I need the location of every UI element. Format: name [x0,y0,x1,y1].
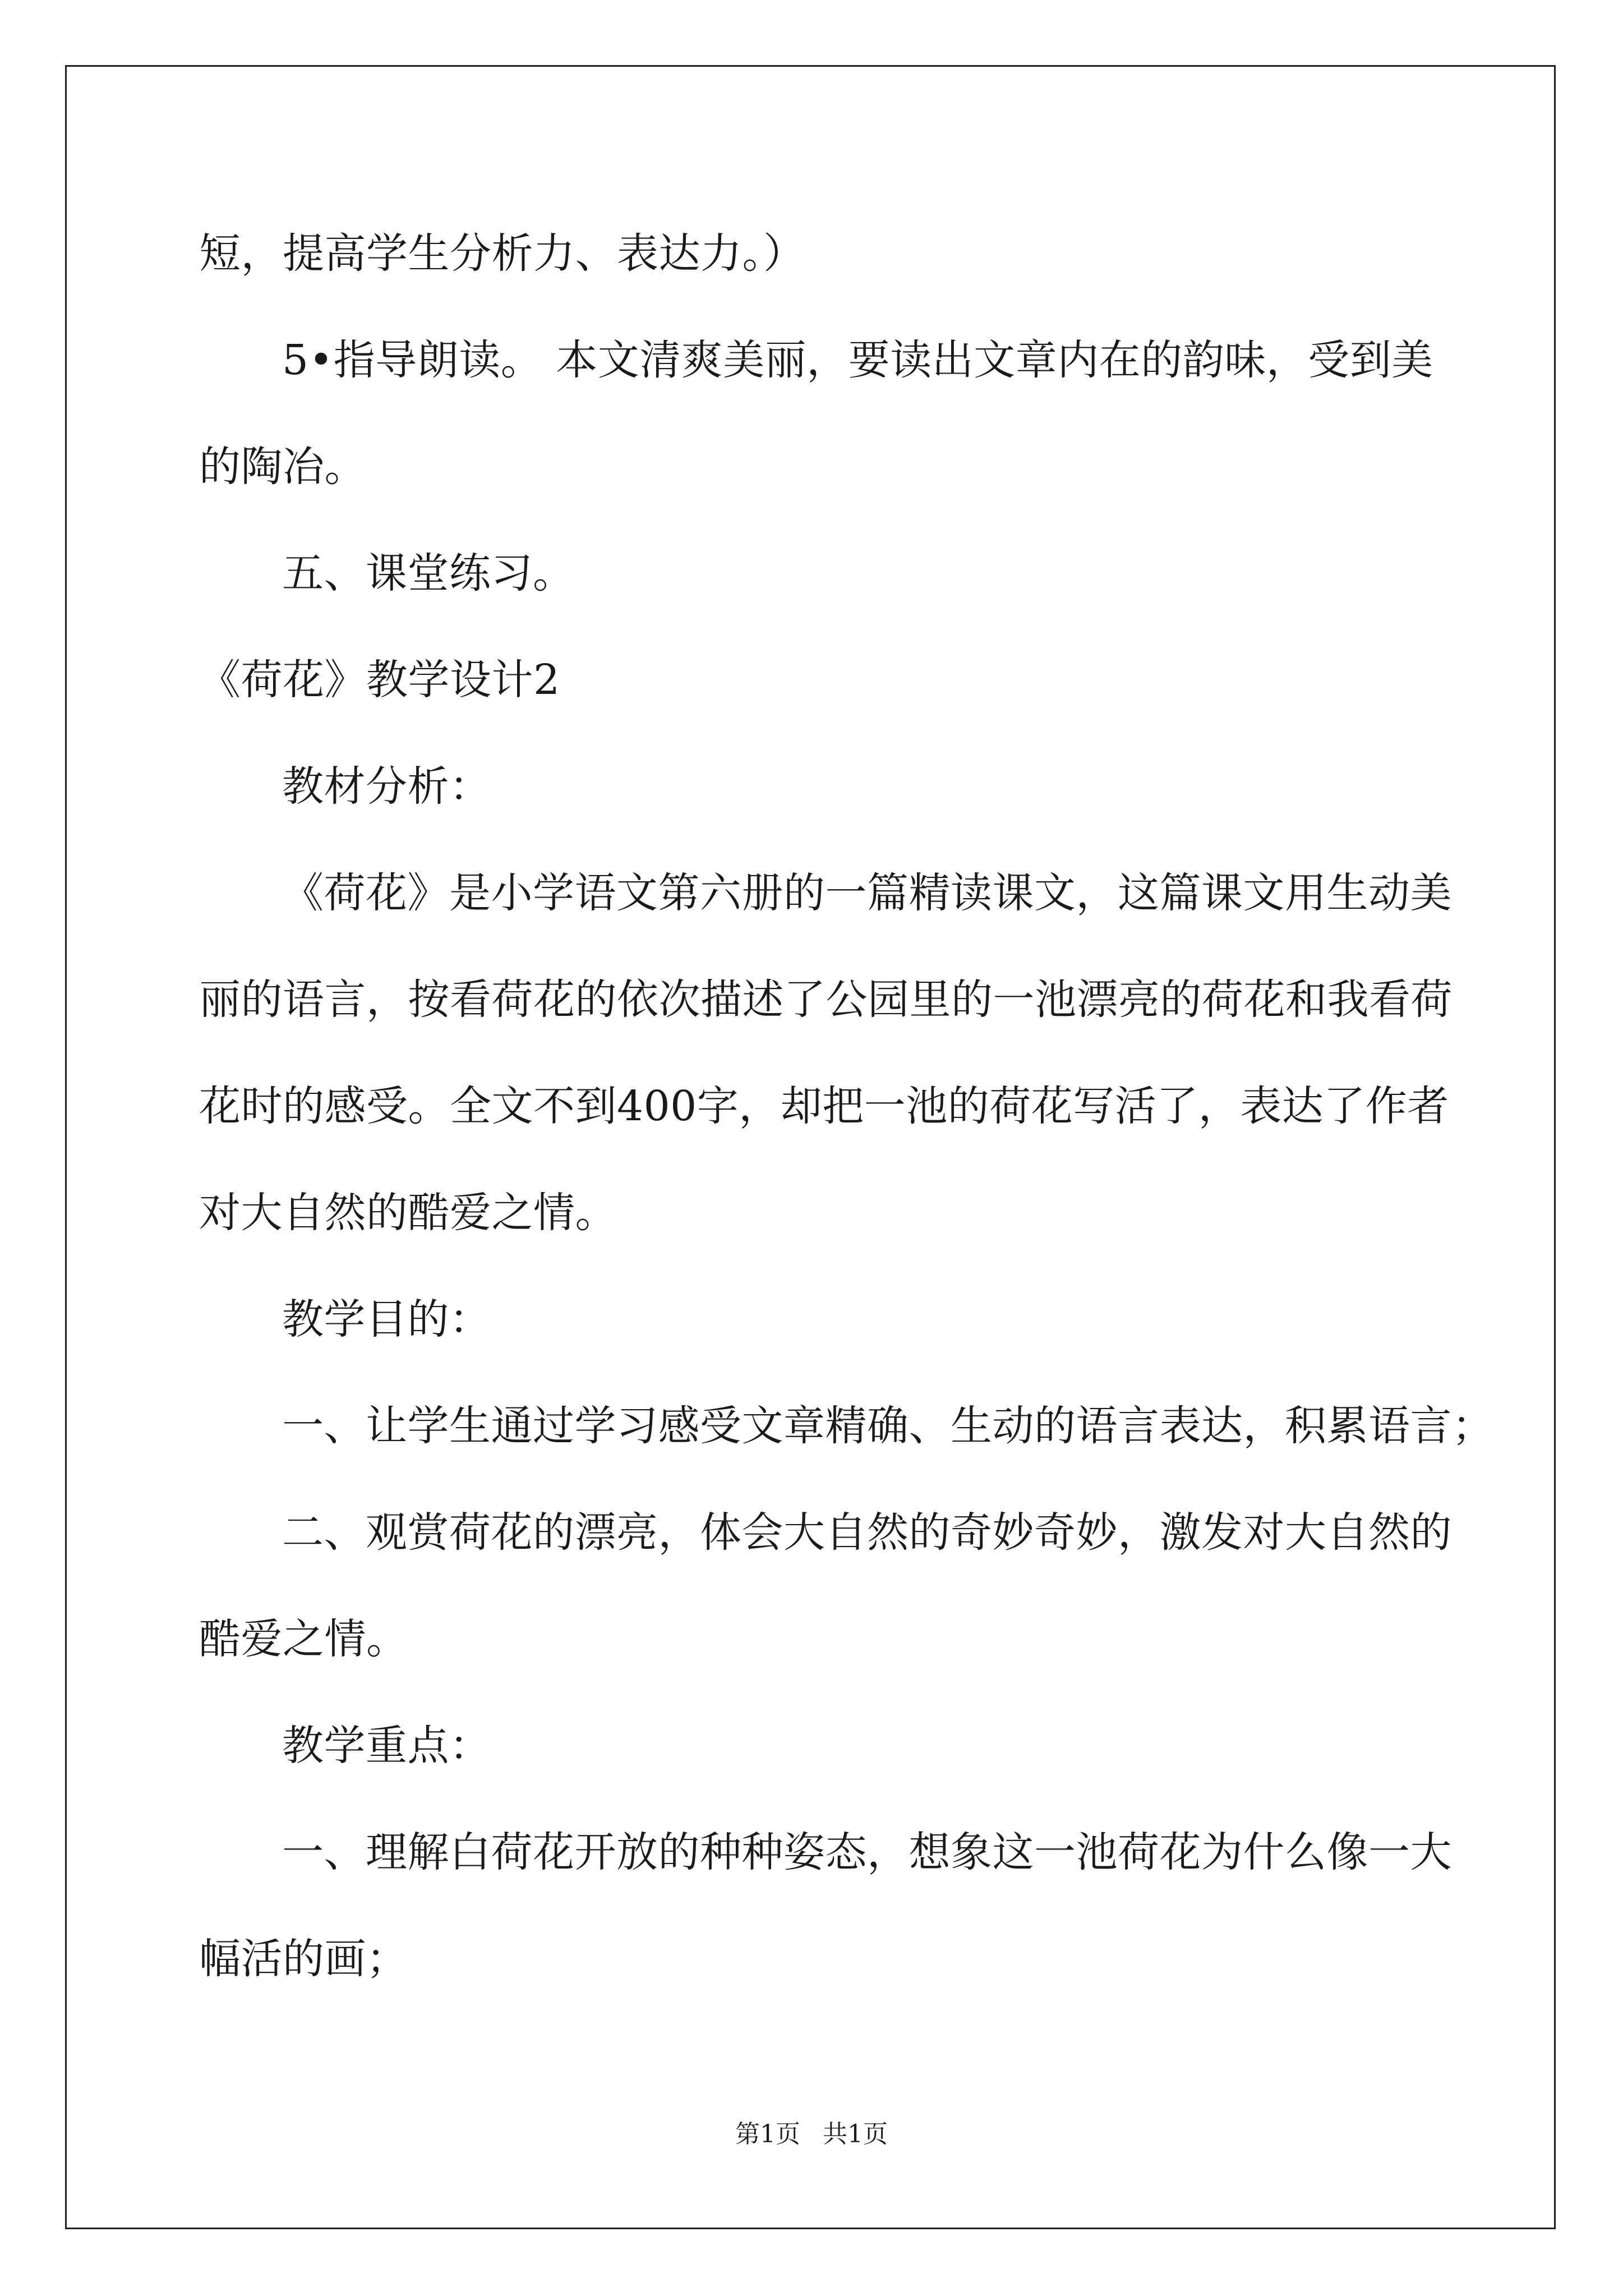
page-footer [0,2122,1623,2147]
text-line: 一、理解白荷花开放的种种姿态，想象这一池荷花为什么像一大 [282,1828,1452,1876]
text-line: 教学目的： [282,1295,491,1343]
text-line: 的陶冶。 [199,443,366,491]
text-line: 教学重点： [282,1722,491,1770]
text-line: 5•指导朗读。 本文清爽美丽，要读出文章内在的韵味，受到美 [282,336,1433,384]
section-title: 《荷花》教学设计2 [199,656,560,704]
text-line: 五、课堂练习。 [282,549,575,597]
page-number: 第1页 [735,2120,800,2148]
text-line: 一、让学生通过学习感受文章精确、生动的语言表达，积累语言； [282,1402,1494,1450]
text-line: 丽的语言，按看荷花的依次描述了公园里的一池漂亮的荷花和我看荷 [199,976,1453,1024]
page-total: 共1页 [823,2120,888,2148]
text-line: 对大自然的酷爱之情。 [199,1189,617,1237]
text-line: 教材分析： [282,762,491,811]
text-line: 酷爱之情。 [199,1615,408,1663]
text-line: 《荷花》是小学语文第六册的一篇精读课文，这篇课文用生动美 [282,869,1452,917]
text-line: 花时的感受。全文不到400字，却把一池的荷花写活了，表达了作者 [199,1082,1449,1130]
page-border [65,65,1556,2229]
text-line: 短，提高学生分析力、表达力。） [199,229,805,278]
text-line: 二、观赏荷花的漂亮，体会大自然的奇妙奇妙，激发对大自然的 [282,1508,1452,1557]
text-line: 幅活的画； [199,1935,408,1983]
